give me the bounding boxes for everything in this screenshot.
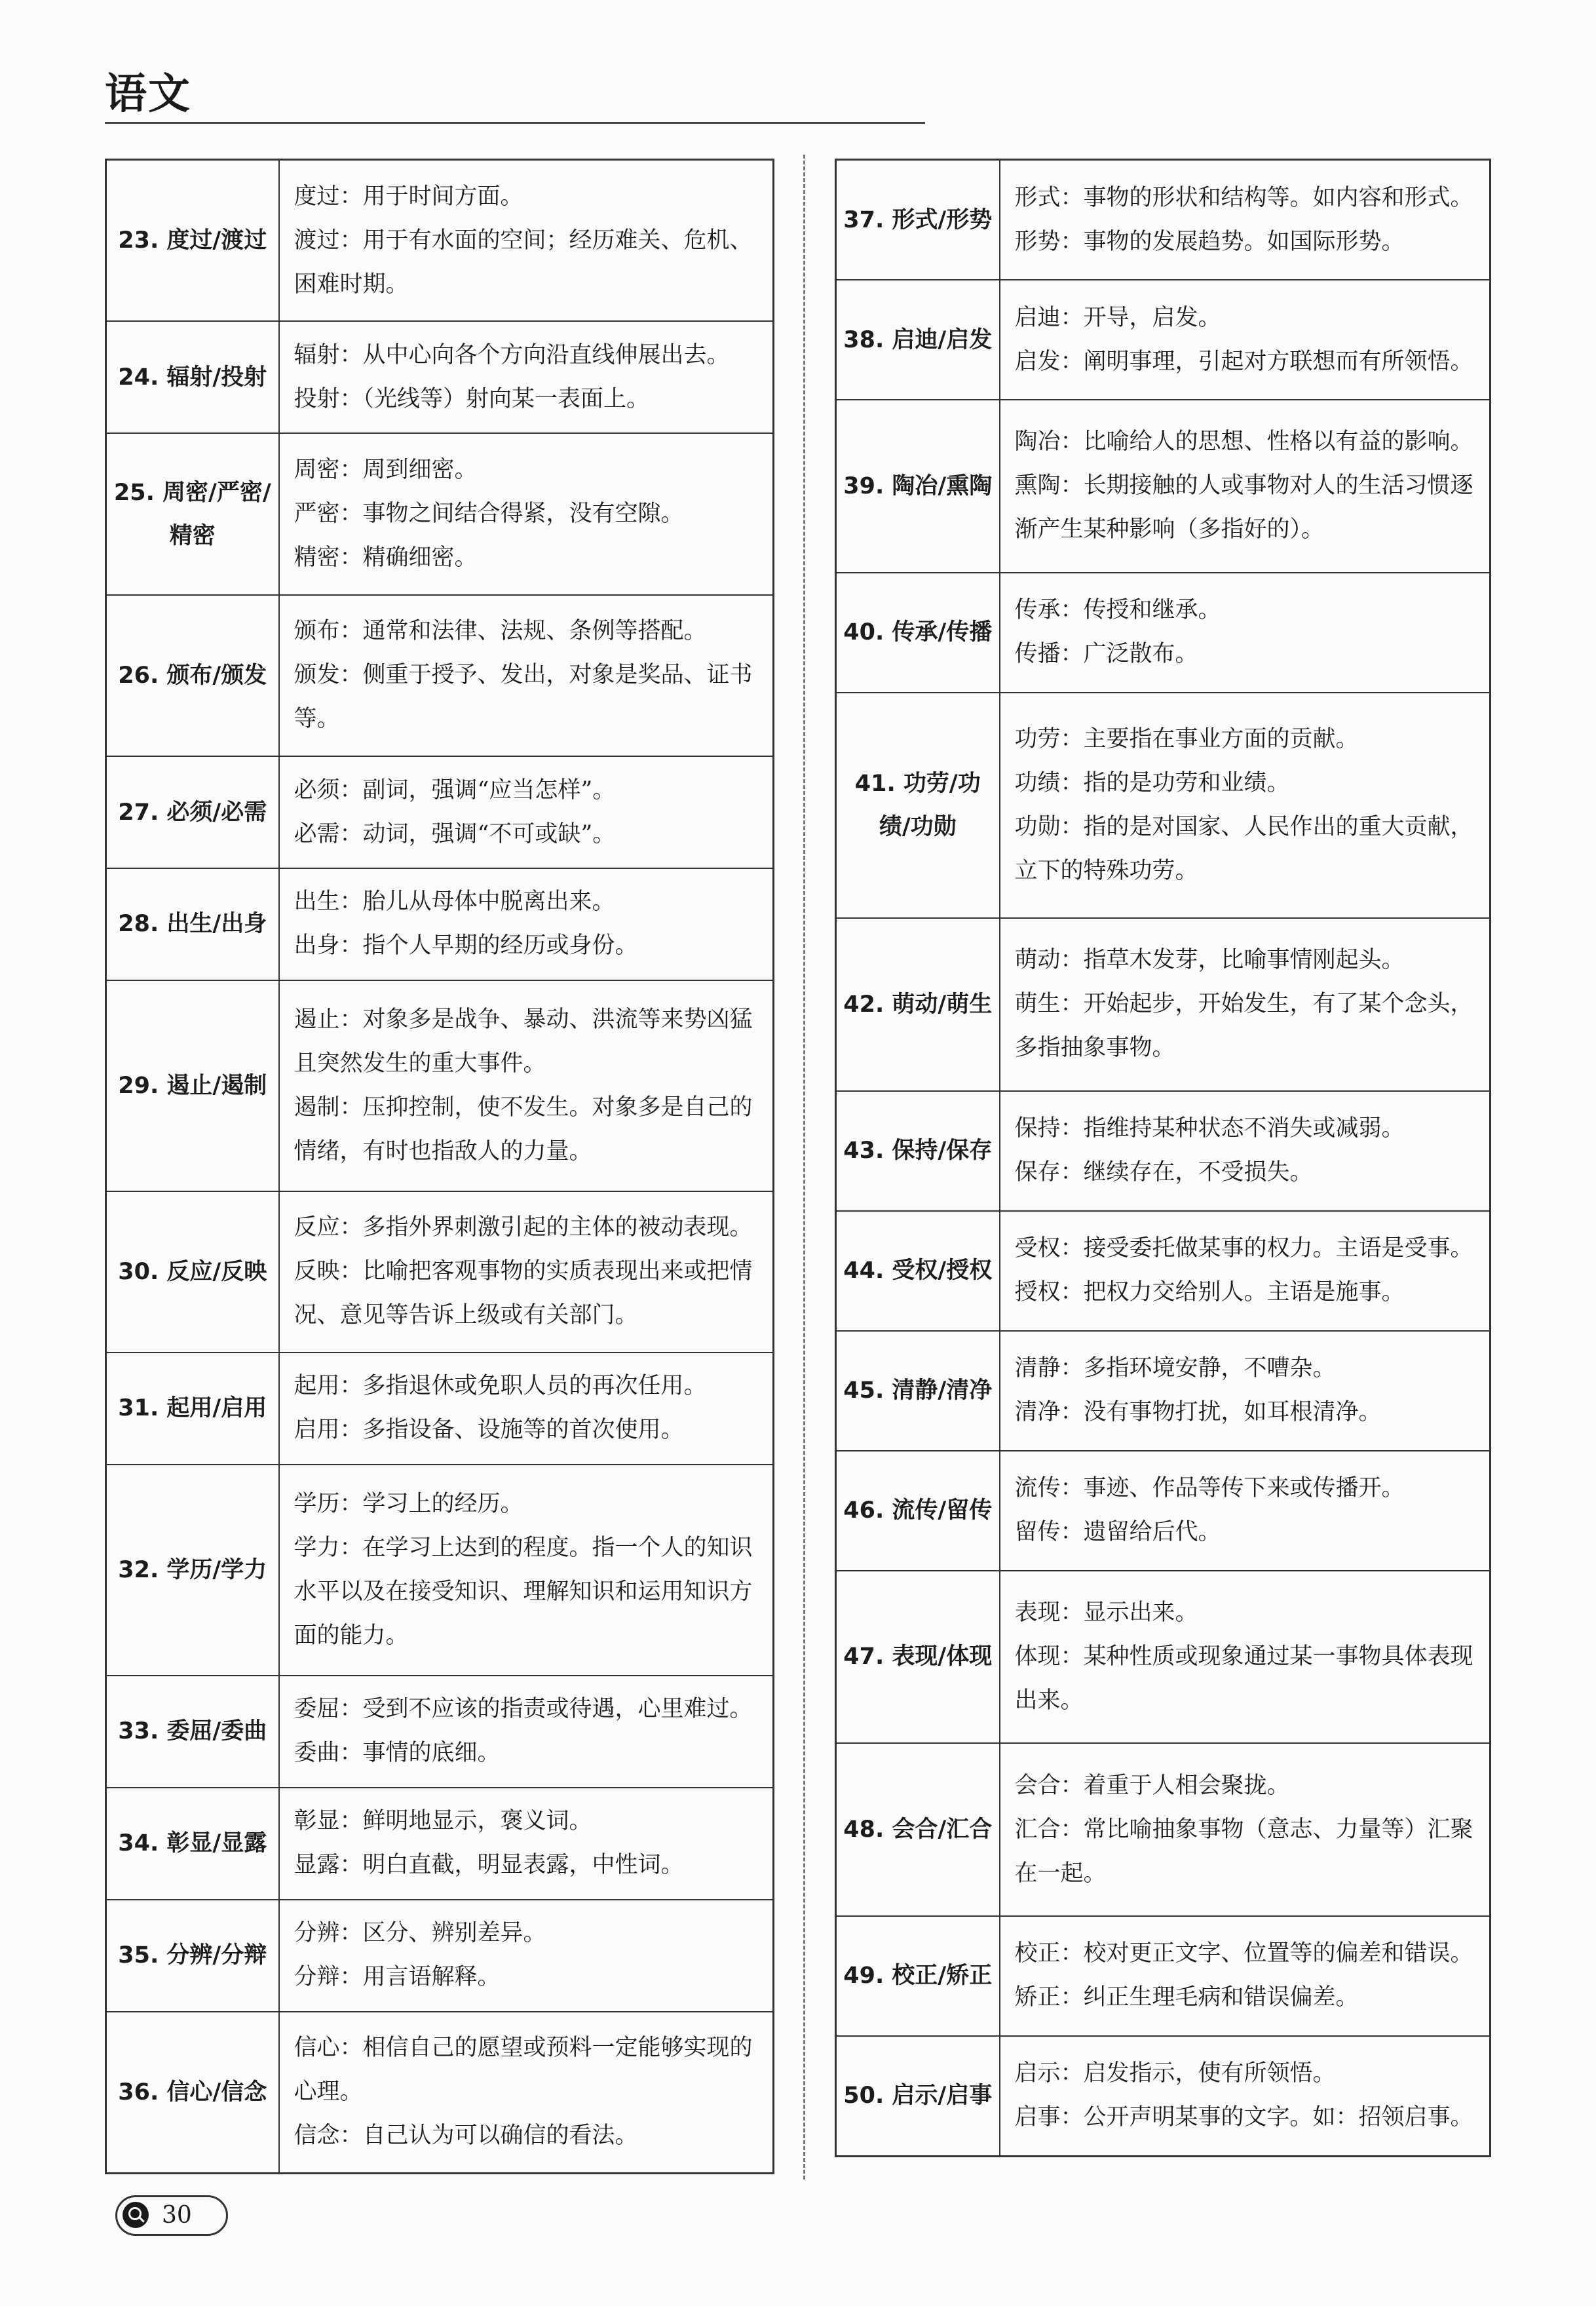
vocab-term: 24. 辐射/投射	[106, 321, 279, 433]
definition-line: 必需：动词，强调“不可或缺”。	[294, 820, 616, 847]
vocab-definitions	[1000, 160, 1491, 280]
vocab-row	[836, 280, 1491, 400]
vocab-term: 49. 校正/矫正	[836, 1916, 1000, 2036]
definition-line: 出身：指个人早期的经历或身份。	[294, 932, 638, 959]
right-vocab-body	[836, 160, 1491, 2157]
vocab-definitions	[1000, 280, 1491, 400]
definition-line: 精密：精确细密。	[294, 545, 478, 571]
vocab-row	[836, 573, 1491, 693]
vocab-definitions	[279, 160, 774, 322]
definition-line: 显露：明白直截，明显表露，中性词。	[294, 1852, 684, 1879]
vocab-row	[836, 1451, 1491, 1571]
left-vocab-table	[105, 159, 774, 2174]
vocab-row	[836, 693, 1491, 918]
vocab-row	[836, 1331, 1491, 1451]
vocab-definitions	[279, 321, 774, 433]
definition-line: 萌动：指草木发芽，比喻事情刚起头。	[1014, 947, 1405, 974]
definition-line: 学历：学习上的经历。	[294, 1490, 523, 1517]
vocab-definitions	[1000, 400, 1491, 573]
definition-line: 信念：自己认为可以确信的看法。	[294, 2123, 638, 2149]
vocab-term: 28. 出生/出身	[106, 868, 279, 980]
definition-line: 颁发：侧重于授予、发出，对象是奖品、证书等。	[294, 662, 753, 733]
definition-line: 投射：（光线等）射向某一表面上。	[294, 385, 650, 412]
vocab-term: 45. 清静/清净	[836, 1331, 1000, 1451]
vocab-row	[106, 321, 774, 433]
vocab-definitions	[279, 433, 774, 594]
vocab-term: 33. 委屈/委曲	[106, 1676, 279, 1788]
left-vocab-body	[106, 160, 774, 2174]
vocab-row	[106, 1676, 774, 1788]
vocab-term: 35. 分辨/分辩	[106, 1900, 279, 2012]
vocab-row	[836, 2036, 1491, 2157]
vocab-definitions	[1000, 573, 1491, 693]
vocab-definitions	[1000, 1331, 1491, 1451]
vocab-definitions	[279, 980, 774, 1191]
vocab-row	[106, 433, 774, 594]
vocab-term: 31. 起用/启用	[106, 1353, 279, 1465]
definition-line: 萌生：开始起步，开始发生，有了某个念头，多指抽象事物。	[1014, 991, 1473, 1062]
definition-line: 陶冶：比喻给人的思想、性格以有益的影响。	[1014, 429, 1473, 455]
definition-line: 体现：某种性质或现象通过某一事物具体表现出来。	[1014, 1643, 1473, 1714]
definition-line: 汇合：常比喻抽象事物（意志、力量等）汇聚在一起。	[1014, 1816, 1473, 1887]
vocab-row	[106, 160, 774, 322]
vocab-definitions	[279, 2012, 774, 2174]
definition-line: 功绩：指的是功劳和业绩。	[1014, 769, 1290, 796]
vocab-term: 36. 信心/信念	[106, 2012, 279, 2174]
vocab-term: 40. 传承/传播	[836, 573, 1000, 693]
definition-line: 委曲：事情的底细。	[294, 1740, 501, 1767]
definition-line: 颁布：通常和法律、法规、条例等搭配。	[294, 618, 707, 645]
page-number: 30	[162, 2202, 192, 2229]
vocab-term: 42. 萌动/萌生	[836, 918, 1000, 1091]
vocab-term: 26. 颁布/颁发	[106, 595, 279, 756]
vocab-definitions	[1000, 1091, 1491, 1211]
definition-line: 流传：事迹、作品等传下来或传播开。	[1014, 1475, 1405, 1502]
definition-line: 出生：胎儿从母体中脱离出来。	[294, 889, 615, 915]
definition-line: 启用：多指设备、设施等的首次使用。	[294, 1417, 684, 1444]
vocab-row	[106, 756, 774, 868]
definition-line: 传承：传授和继承。	[1014, 597, 1221, 624]
vocab-row	[106, 1353, 774, 1465]
definition-line: 遏制：压抑控制，使不发生。对象多是自己的情绪，有时也指敌人的力量。	[294, 1094, 753, 1164]
vocab-definitions	[279, 595, 774, 756]
vocab-row	[836, 1091, 1491, 1211]
definition-line: 会合：着重于人相会聚拢。	[1014, 1772, 1290, 1799]
definition-line: 矫正：纠正生理毛病和错误偏差。	[1014, 1984, 1359, 2011]
page-number-badge	[115, 2195, 228, 2236]
vocab-row	[836, 1916, 1491, 2036]
vocab-term: 46. 流传/留传	[836, 1451, 1000, 1571]
vocab-row	[836, 918, 1491, 1091]
vocab-definitions	[1000, 1571, 1491, 1744]
definition-line: 功勋：指的是对国家、人民作出的重大贡献，立下的特殊功劳。	[1014, 813, 1473, 884]
vocab-row	[106, 1788, 774, 1900]
right-vocab-table	[835, 159, 1491, 2157]
vocab-definitions	[1000, 1743, 1491, 1916]
vocab-term: 48. 会合/汇合	[836, 1743, 1000, 1916]
definition-line: 表现：显示出来。	[1014, 1599, 1198, 1626]
vocab-row	[106, 1900, 774, 2012]
definition-line: 委屈：受到不应该的指责或待遇，心里难过。	[294, 1696, 753, 1723]
definition-line: 清静：多指环境安静，不嘈杂。	[1014, 1355, 1336, 1382]
definition-line: 渡过：用于有水面的空间；经历难关、危机、困难时期。	[294, 227, 753, 298]
definition-line: 启事：公开声明某事的文字。如：招领启事。	[1014, 2104, 1473, 2131]
header-rule	[105, 122, 925, 124]
definition-line: 信心：相信自己的愿望或预料一定能够实现的心理。	[294, 2035, 753, 2105]
definition-line: 周密：周到细密。	[294, 457, 478, 484]
vocab-term: 39. 陶冶/熏陶	[836, 400, 1000, 573]
definition-line: 起用：多指退休或免职人员的再次任用。	[294, 1373, 707, 1400]
definition-line: 传播：广泛散布。	[1014, 641, 1198, 668]
vocab-definitions	[1000, 1451, 1491, 1571]
vocab-definitions	[1000, 1916, 1491, 2036]
definition-line: 清净：没有事物打扰，如耳根清净。	[1014, 1399, 1382, 1426]
definition-line: 校正：校对更正文字、位置等的偏差和错误。	[1014, 1940, 1473, 1967]
vocab-row	[106, 2012, 774, 2174]
definition-line: 保持：指维持某种状态不消失或减弱。	[1014, 1115, 1405, 1142]
vocab-definitions	[1000, 2036, 1491, 2157]
definition-line: 必须：副词，强调“应当怎样”。	[294, 777, 616, 803]
subject-title: 语文	[105, 70, 191, 119]
vocab-definitions	[1000, 693, 1491, 918]
definition-line: 反映：比喻把客观事物的实质表现出来或把情况、意见等告诉上级或有关部门。	[294, 1258, 753, 1329]
vocab-definitions	[279, 1191, 774, 1353]
vocab-definitions	[279, 1353, 774, 1465]
vocab-row	[836, 1211, 1491, 1331]
vocab-term: 43. 保持/保存	[836, 1091, 1000, 1211]
definition-line: 彰显：鲜明地显示，褒义词。	[294, 1808, 592, 1835]
definition-line: 分辨：区分、辨别差异。	[294, 1920, 546, 1947]
vocab-row	[836, 1571, 1491, 1744]
vocab-term: 41. 功劳/功绩/功勋	[836, 693, 1000, 918]
vocab-term: 47. 表现/体现	[836, 1571, 1000, 1744]
vocab-term: 44. 受权/授权	[836, 1211, 1000, 1331]
column-divider	[803, 155, 805, 2180]
definition-line: 度过：用于时间方面。	[294, 183, 523, 210]
definition-line: 熏陶：长期接触的人或事物对人的生活习惯逐渐产生某种影响（多指好的）。	[1014, 472, 1473, 543]
vocab-row	[106, 1191, 774, 1353]
definition-line: 功劳：主要指在事业方面的贡献。	[1014, 725, 1359, 752]
vocab-definitions	[279, 868, 774, 980]
vocab-definitions	[1000, 1211, 1491, 1331]
definition-line: 启迪：开导，启发。	[1014, 304, 1221, 331]
vocab-definitions	[279, 1900, 774, 2012]
definition-line: 学力：在学习上达到的程度。指一个人的知识水平以及在接受知识、理解知识和运用知识方面的能力。	[294, 1534, 753, 1649]
vocab-row	[836, 400, 1491, 573]
vocab-term: 29. 遏止/遏制	[106, 980, 279, 1191]
definition-line: 留传：遗留给后代。	[1014, 1519, 1221, 1546]
definition-line: 启发：阐明事理，引起对方联想而有所领悟。	[1014, 348, 1473, 375]
vocab-term: 25. 周密/严密/精密	[106, 433, 279, 594]
vocab-term: 27. 必须/必需	[106, 756, 279, 868]
definition-line: 遏止：对象多是战争、暴动、洪流等来势凶猛且突然发生的重大事件。	[294, 1006, 753, 1077]
definition-line: 授权：把权力交给别人。主语是施事。	[1014, 1279, 1405, 1306]
definition-line: 严密：事物之间结合得紧，没有空隙。	[294, 501, 684, 528]
vocab-row	[836, 1743, 1491, 1916]
vocab-term: 38. 启迪/启发	[836, 280, 1000, 400]
definition-line: 反应：多指外界刺激引起的主体的被动表现。	[294, 1214, 753, 1241]
definition-line: 启示：启发指示，使有所领悟。	[1014, 2060, 1336, 2087]
definition-line: 受权：接受委托做某事的权力。主语是受事。	[1014, 1235, 1473, 1262]
vocab-row	[106, 868, 774, 980]
page-header	[105, 60, 191, 121]
definition-line: 形式：事物的形状和结构等。如内容和形式。	[1014, 184, 1473, 211]
vocab-row	[106, 1465, 774, 1676]
vocab-definitions	[1000, 918, 1491, 1091]
vocab-definitions	[279, 756, 774, 868]
vocab-definitions	[279, 1676, 774, 1788]
vocab-term: 34. 彰显/显露	[106, 1788, 279, 1900]
vocab-term: 32. 学历/学力	[106, 1465, 279, 1676]
definition-line: 形势：事物的发展趋势。如国际形势。	[1014, 228, 1405, 255]
vocab-term: 50. 启示/启事	[836, 2036, 1000, 2157]
definition-line: 保存：继续存在，不受损失。	[1014, 1159, 1313, 1186]
definition-line: 辐射：从中心向各个方向沿直线伸展出去。	[294, 341, 730, 368]
search-icon	[123, 2202, 149, 2228]
definition-line: 分辩：用言语解释。	[294, 1964, 501, 1991]
vocab-term: 37. 形式/形势	[836, 160, 1000, 280]
vocab-row	[836, 160, 1491, 280]
vocab-row	[106, 980, 774, 1191]
vocab-row	[106, 595, 774, 756]
vocab-definitions	[279, 1465, 774, 1676]
vocab-term: 23. 度过/渡过	[106, 160, 279, 322]
vocab-term: 30. 反应/反映	[106, 1191, 279, 1353]
vocab-definitions	[279, 1788, 774, 1900]
